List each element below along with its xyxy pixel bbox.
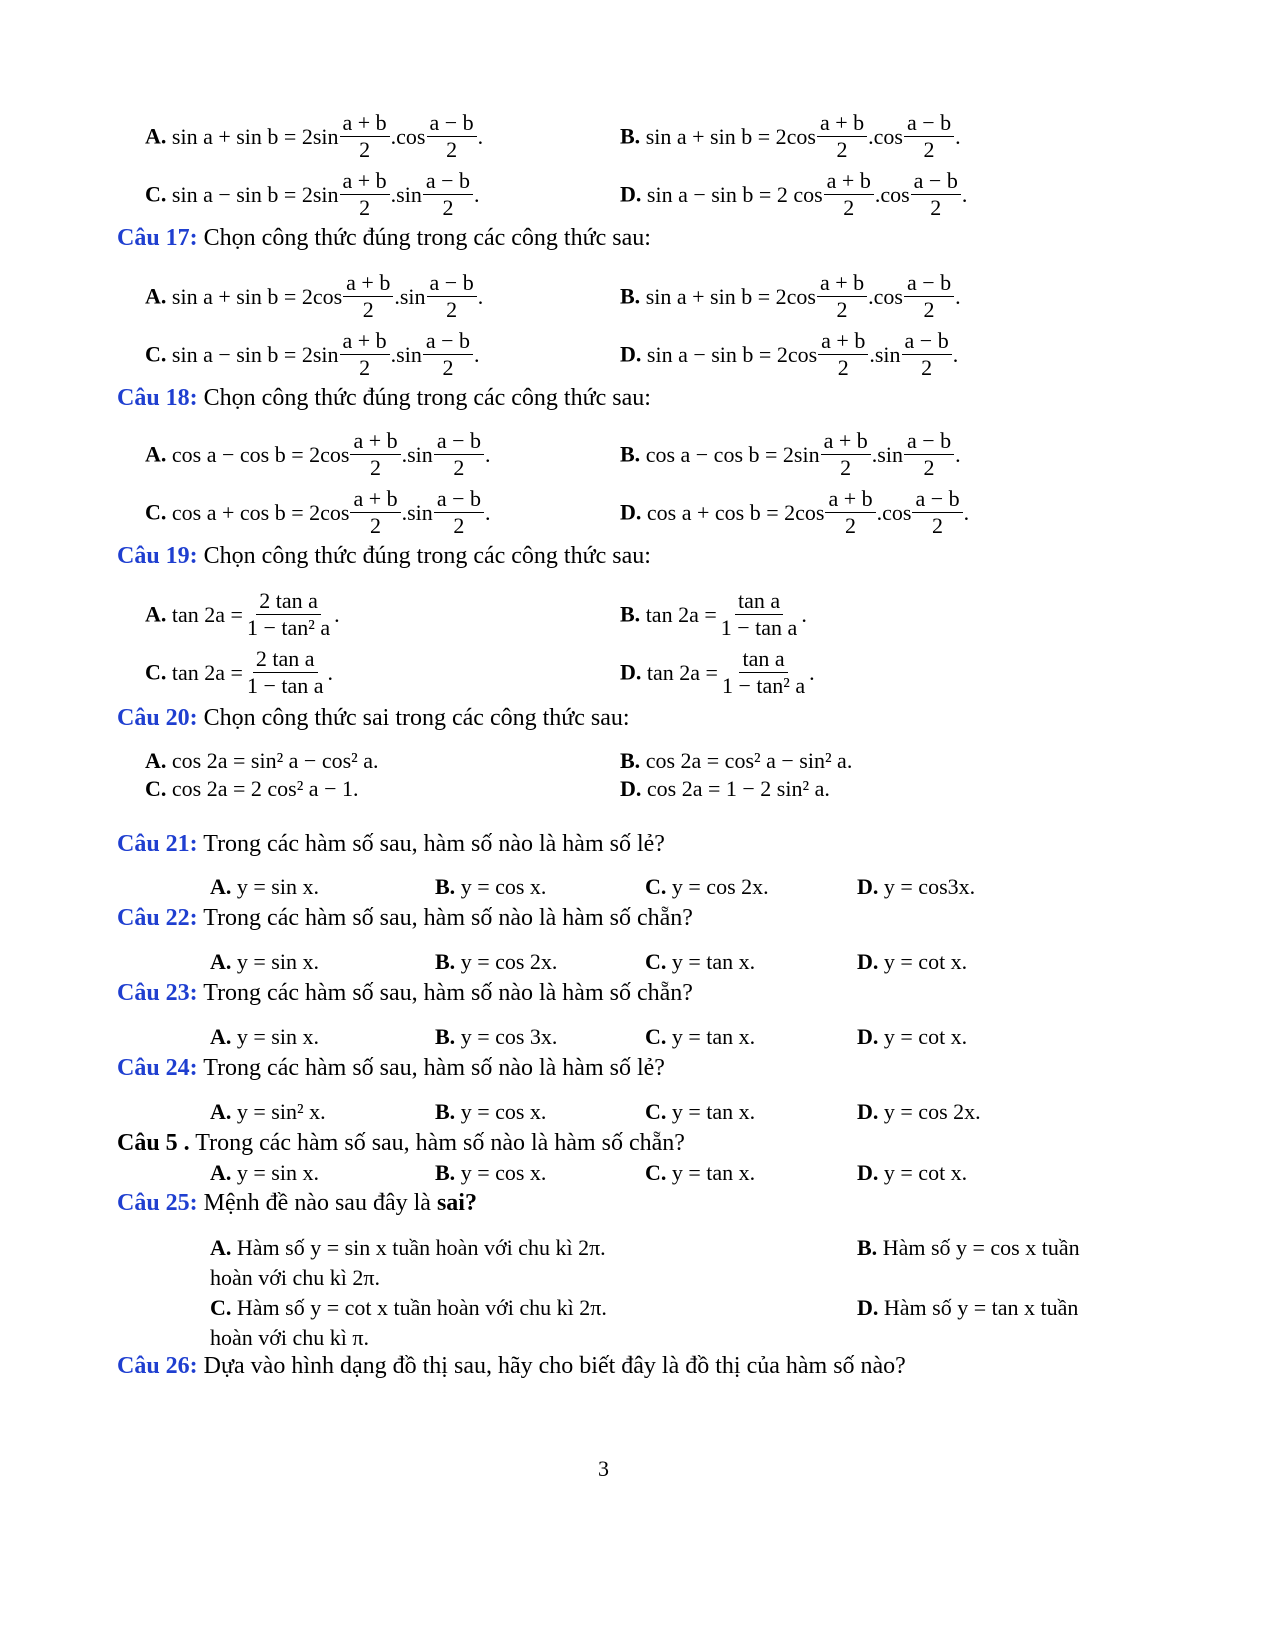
- q19-option-c: C. tan 2a = $\frac{\text{2 tan a}}{\text{1 − tan a}}$ .: [145, 646, 334, 698]
- question-21: Câu 21: Trong các hàm số sau, hàm số nào là hàm số lẻ?: [117, 831, 665, 857]
- q22-option-d: D. y = cot x.: [857, 949, 968, 974]
- q20-option-b: B. cos 2a = cos² a − sin² a.: [620, 748, 853, 773]
- q19-option-a: A. tan 2a = $\frac{\text{2 tan a}}{\text{1 − tan² a}}$ .: [145, 588, 340, 640]
- q17-option-c: C. sin a − sin b = 2sin a + b 2 .sin a − b 2 .: [145, 328, 480, 380]
- question-26: Câu 26: Dựa vào hình dạng đồ thị sau, hãy cho biết đây là đồ thị của hàm số nào?: [117, 1353, 906, 1379]
- q18-option-b: B. cos a − cos b = 2sin a + b 2 .sin a − b 2 .: [620, 428, 961, 480]
- q18-option-a: A. cos a − cos b = 2cos a + b 2 .sin a − b 2 .: [145, 428, 491, 480]
- q17-option-a: A. sin a + sin b = 2cos a + b 2 .sin a − b 2 .: [145, 270, 484, 322]
- q17-option-b: B. sin a + sin b = 2cos a + b 2 .cos a − b 2 .: [620, 270, 961, 322]
- q23-option-c: C. y = tan x.: [645, 1024, 756, 1049]
- q21-option-a: A. y = sin x.: [210, 874, 319, 899]
- q22-option-a: A. y = sin x.: [210, 949, 319, 974]
- option-d-top: D. sin a − sin b = 2 cos a + b 2 .cos a − b 2 .: [620, 168, 968, 220]
- question-17: Câu 17: Chọn công thức đúng trong các công thức sau:: [117, 225, 651, 251]
- q21-option-b: B. y = cos x.: [435, 874, 547, 899]
- q18-option-c: C. cos a + cos b = 2cos a + b 2 .sin a − b 2 .: [145, 486, 491, 538]
- q23-option-a: A. y = sin x.: [210, 1024, 319, 1049]
- q5-option-a: A. y = sin x.: [210, 1160, 319, 1185]
- q20-option-a: A. cos 2a = sin² a − cos² a.: [145, 748, 379, 773]
- q21-option-c: C. y = cos 2x.: [645, 874, 769, 899]
- q17-option-d: D. sin a − sin b = 2cos a + b 2 .sin a − b 2 .: [620, 328, 959, 380]
- page-number: 3: [598, 1456, 609, 1481]
- q18-option-d: D. cos a + cos b = 2cos a + b 2 .cos a − b 2 .: [620, 486, 970, 538]
- question-22: Câu 22: Trong các hàm số sau, hàm số nào là hàm số chẵn?: [117, 905, 693, 931]
- q20-option-c: C. cos 2a = 2 cos² a − 1.: [145, 776, 359, 801]
- q24-option-b: B. y = cos x.: [435, 1099, 547, 1124]
- q19-option-b: B. tan 2a = $\frac{\text{tan a}}{\text{1 − tan a}}$ .: [620, 588, 807, 640]
- question-18: Câu 18: Chọn công thức đúng trong các công thức sau:: [117, 385, 651, 411]
- q25-option-b: B. Hàm số y = cos x tuần: [857, 1235, 1080, 1260]
- q24-option-a: A. y = sin² x.: [210, 1099, 326, 1124]
- q23-option-b: B. y = cos 3x.: [435, 1024, 558, 1049]
- question-24: Câu 24: Trong các hàm số sau, hàm số nào là hàm số lẻ?: [117, 1055, 665, 1081]
- q5-option-c: C. y = tan x.: [645, 1160, 756, 1185]
- q5-option-d: D. y = cot x.: [857, 1160, 968, 1185]
- q23-option-d: D. y = cot x.: [857, 1024, 968, 1049]
- option-b-top: B. sin a + sin b = 2cos a + b 2 .cos a − b 2 .: [620, 110, 961, 162]
- q25-option-b-cont: hoàn với chu kì 2π.: [210, 1265, 380, 1290]
- question-23: Câu 23: Trong các hàm số sau, hàm số nào là hàm số chẵn?: [117, 980, 693, 1006]
- q21-option-d: D. y = cos3x.: [857, 874, 976, 899]
- question-19: Câu 19: Chọn công thức đúng trong các công thức sau:: [117, 543, 651, 569]
- question-20: Câu 20: Chọn công thức sai trong các công thức sau:: [117, 705, 630, 731]
- q25-option-c: C. Hàm số y = cot x tuần hoàn với chu kì 2π.: [210, 1295, 607, 1320]
- q22-option-c: C. y = tan x.: [645, 949, 756, 974]
- q22-option-b: B. y = cos 2x.: [435, 949, 558, 974]
- option-c-top: C. sin a − sin b = 2sin a + b 2 .sin a − b 2 .: [145, 168, 480, 220]
- option-a-top: A. sin a + sin b = 2sin a + b 2 .cos a − b 2 .: [145, 110, 484, 162]
- q25-option-d-cont: hoàn với chu kì π.: [210, 1325, 369, 1350]
- question-5: Câu 5 . Trong các hàm số sau, hàm số nào là hàm số chẵn?: [117, 1130, 685, 1156]
- q20-option-d: D. cos 2a = 1 − 2 sin² a.: [620, 776, 830, 801]
- q25-option-d: D. Hàm số y = tan x tuần: [857, 1295, 1079, 1320]
- q5-option-b: B. y = cos x.: [435, 1160, 547, 1185]
- q24-option-d: D. y = cos 2x.: [857, 1099, 981, 1124]
- q25-option-a: A. Hàm số y = sin x tuần hoàn với chu kì 2π.: [210, 1235, 606, 1260]
- q19-option-d: D. tan 2a = $\frac{\text{tan a}}{\text{1 − tan² a}}$ .: [620, 646, 815, 698]
- q24-option-c: C. y = tan x.: [645, 1099, 756, 1124]
- question-25: Câu 25: Mệnh đề nào sau đây là sai?: [117, 1190, 477, 1216]
